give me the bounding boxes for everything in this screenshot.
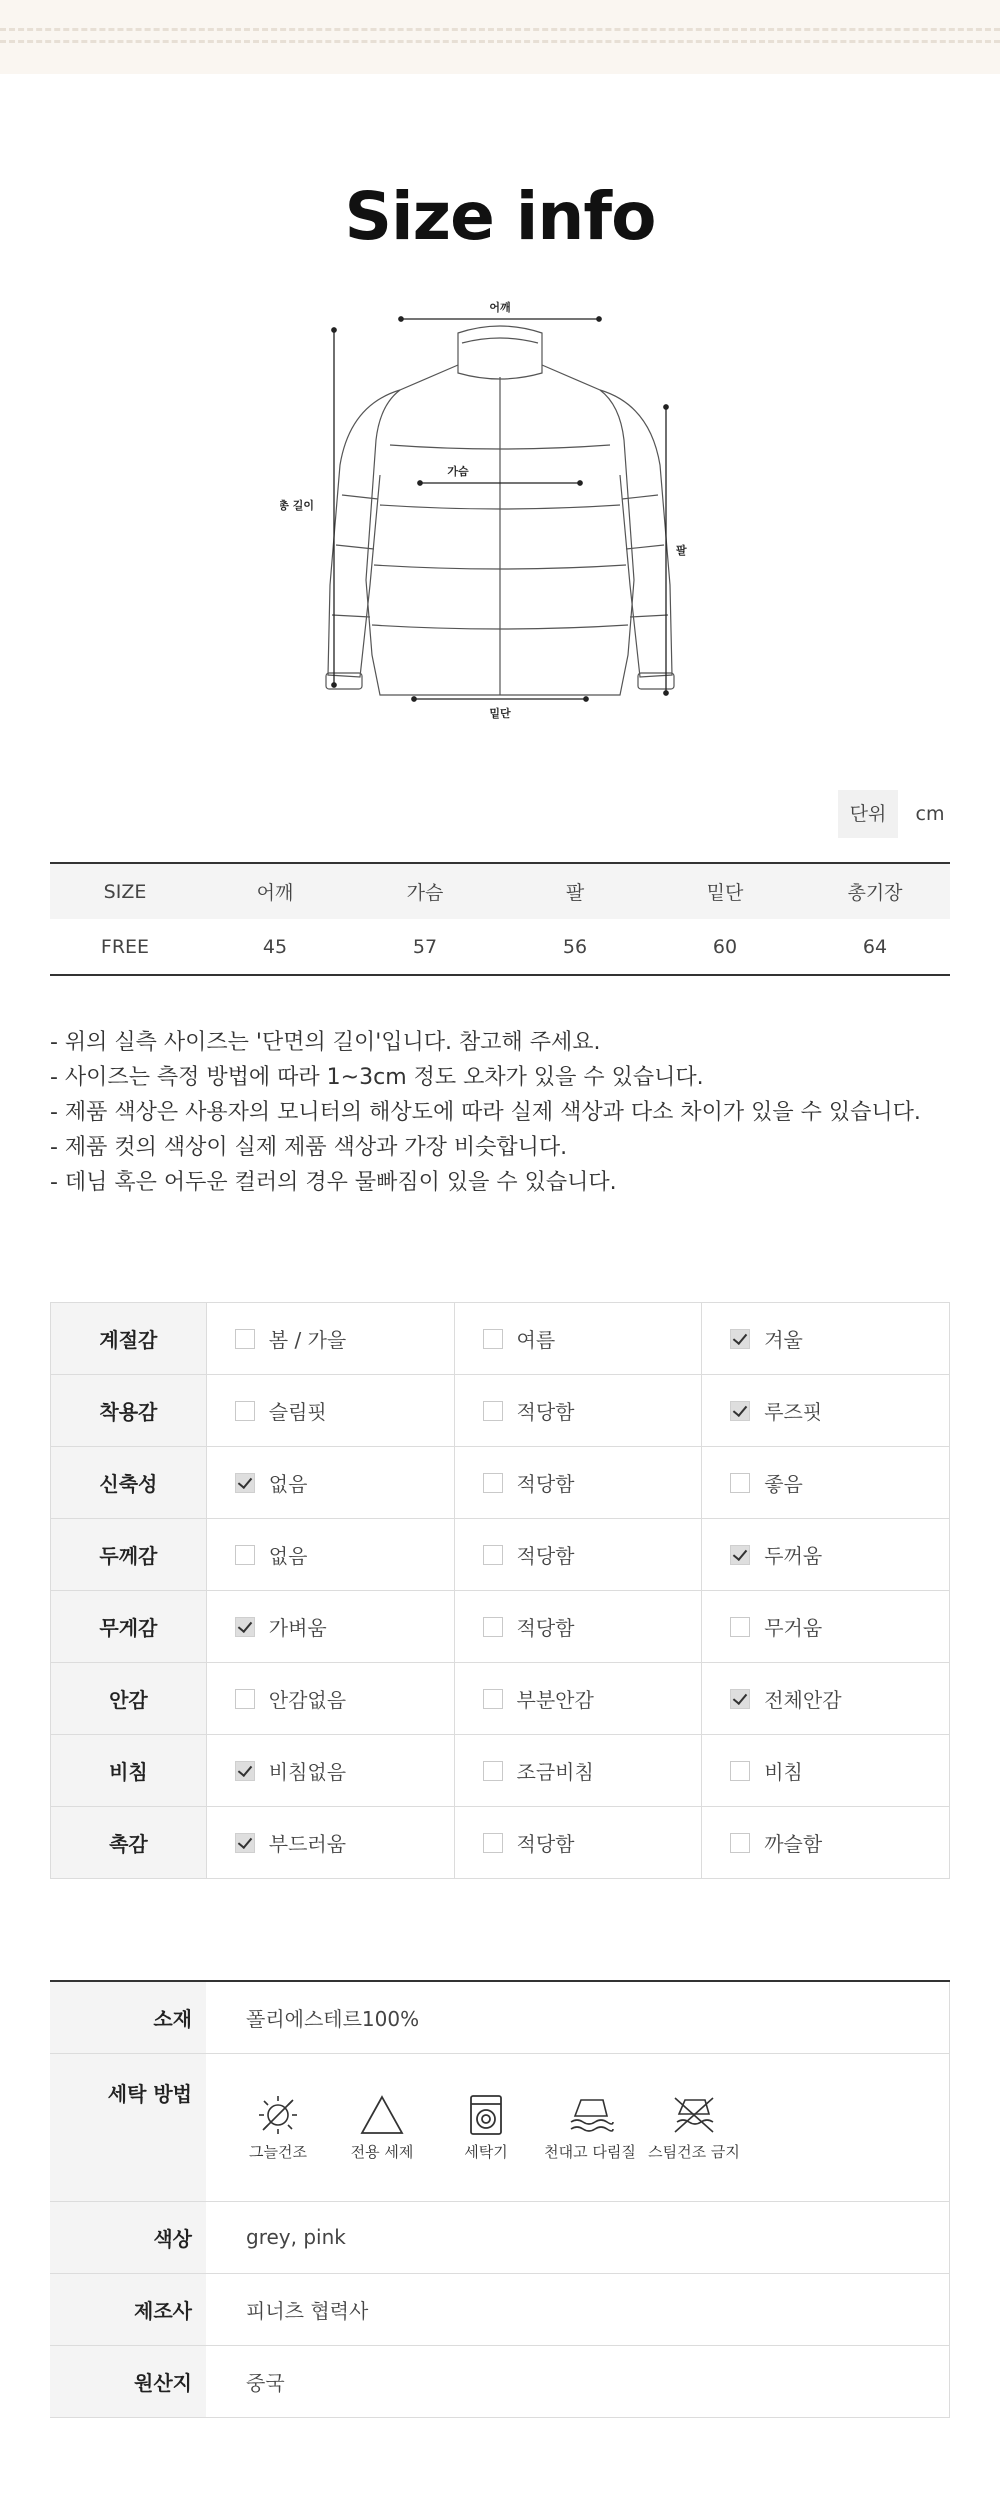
unchecked-checkbox-icon — [730, 1473, 750, 1493]
info-row-wash — [50, 2053, 950, 2201]
fit-option-label: 여름 — [516, 1328, 556, 1352]
jacket-outline-illustration — [280, 295, 720, 735]
fit-option-label: 부드러움 — [268, 1832, 347, 1856]
unchecked-checkbox-icon — [483, 1617, 503, 1637]
fit-option — [454, 1303, 702, 1375]
fit-option-label: 적당함 — [516, 1544, 575, 1568]
fit-option — [206, 1807, 454, 1879]
fit-option — [702, 1663, 950, 1735]
fit-option-label: 좋음 — [764, 1472, 803, 1496]
table-row — [51, 1303, 950, 1375]
material-label: 소재 — [50, 1981, 206, 2053]
label-sleeve: 팔 — [676, 544, 687, 557]
fit-option — [702, 1375, 950, 1447]
maker-label: 제조사 — [50, 2273, 206, 2345]
fit-option-label: 비침 — [764, 1760, 803, 1784]
unchecked-checkbox-icon — [483, 1401, 503, 1421]
unchecked-checkbox-icon — [483, 1689, 503, 1709]
checked-checkbox-icon — [235, 1473, 255, 1493]
fit-row-label: 착용감 — [51, 1375, 207, 1447]
unit-value: cm — [915, 803, 945, 825]
fit-option-label: 두꺼움 — [764, 1544, 823, 1568]
iron-with-cloth-icon — [565, 2092, 615, 2138]
stitch-line-top — [0, 28, 1000, 31]
origin-value: 중국 — [206, 2345, 950, 2417]
fit-option-label: 루즈핏 — [764, 1400, 823, 1424]
unchecked-checkbox-icon — [483, 1761, 503, 1781]
checked-checkbox-icon — [730, 1545, 750, 1565]
fit-row-label: 비침 — [51, 1735, 207, 1807]
fit-option — [206, 1375, 454, 1447]
note-line: - 제품 컷의 색상이 실제 제품 색상과 가장 비슷합니다. — [50, 1135, 568, 1160]
wash-item — [434, 2092, 538, 2162]
material-value: 폴리에스테르100% — [206, 1981, 950, 2053]
table-row — [51, 1663, 950, 1735]
wash-item-label: 전용 세제 — [350, 2143, 414, 2161]
unchecked-checkbox-icon — [730, 1833, 750, 1853]
size-cell: 45 — [200, 919, 350, 975]
checked-checkbox-icon — [235, 1617, 255, 1637]
unchecked-checkbox-icon — [235, 1401, 255, 1421]
fit-option — [454, 1447, 702, 1519]
size-cell: 57 — [350, 919, 500, 975]
table-row — [51, 1375, 950, 1447]
unchecked-checkbox-icon — [730, 1617, 750, 1637]
fit-row-label: 무게감 — [51, 1591, 207, 1663]
fit-option — [206, 1447, 454, 1519]
fit-option-label: 겨울 — [764, 1328, 803, 1352]
table-row — [51, 1519, 950, 1591]
unchecked-checkbox-icon — [483, 1833, 503, 1853]
table-row — [50, 919, 950, 975]
fit-row-label: 두께감 — [51, 1519, 207, 1591]
fit-option-label: 없음 — [268, 1544, 308, 1568]
fit-option — [206, 1303, 454, 1375]
checked-checkbox-icon — [730, 1401, 750, 1421]
fit-option — [702, 1447, 950, 1519]
fit-option — [206, 1591, 454, 1663]
unchecked-checkbox-icon — [235, 1545, 255, 1565]
wash-item-label: 그늘건조 — [249, 2143, 307, 2161]
unchecked-checkbox-icon — [483, 1473, 503, 1493]
wash-item-label: 세탁기 — [464, 2143, 508, 2161]
size-header-cell: 가슴 — [350, 863, 500, 919]
size-header-cell: 총기장 — [800, 863, 950, 919]
fit-option — [454, 1735, 702, 1807]
fit-option-label: 안감없음 — [268, 1688, 347, 1712]
fit-option-label: 전체안감 — [764, 1688, 842, 1712]
size-cell: 56 — [500, 919, 650, 975]
fit-option-label: 적당함 — [516, 1832, 575, 1856]
wash-item — [538, 2092, 642, 2162]
color-value: grey, pink — [206, 2201, 950, 2273]
fit-table — [50, 1302, 950, 1879]
size-header-cell: 어깨 — [200, 863, 350, 919]
collar-fold — [462, 338, 538, 343]
fit-option-label: 가벼움 — [268, 1616, 327, 1640]
size-table — [50, 862, 950, 976]
info-row-origin — [50, 2345, 950, 2417]
fit-row-label: 촉감 — [51, 1807, 207, 1879]
size-cell: 60 — [650, 919, 800, 975]
fit-option-label: 없음 — [268, 1472, 308, 1496]
fit-option — [454, 1591, 702, 1663]
wash-item — [226, 2092, 330, 2162]
right-sleeve — [600, 390, 672, 677]
size-cell: 64 — [800, 919, 950, 975]
size-table-header-row — [50, 863, 950, 919]
maker-value: 피너츠 협력사 — [206, 2273, 950, 2345]
checked-checkbox-icon — [235, 1833, 255, 1853]
fit-option-label: 까슬함 — [764, 1832, 823, 1856]
info-row-material — [50, 1981, 950, 2053]
fit-option-label: 무거움 — [764, 1616, 823, 1640]
wash-item — [642, 2092, 746, 2162]
unchecked-checkbox-icon — [483, 1329, 503, 1349]
fit-option — [206, 1735, 454, 1807]
fit-option-label: 적당함 — [516, 1616, 575, 1640]
fit-option — [454, 1519, 702, 1591]
size-header-cell: 밑단 — [650, 863, 800, 919]
color-label: 색상 — [50, 2201, 206, 2273]
wash-item-label: 스팀건조 금지 — [648, 2143, 740, 2161]
fit-option — [702, 1735, 950, 1807]
fit-option — [702, 1807, 950, 1879]
page-title: Size info — [344, 178, 656, 255]
unit-label: 단위 — [838, 790, 898, 838]
label-chest: 가슴 — [447, 465, 469, 478]
unchecked-checkbox-icon — [235, 1689, 255, 1709]
fit-option-label: 적당함 — [516, 1400, 575, 1424]
note-line: - 데님 혹은 어두운 컬러의 경우 물빠짐이 있을 수 있습니다. — [50, 1170, 617, 1195]
origin-label: 원산지 — [50, 2345, 206, 2417]
product-info-table — [50, 1980, 950, 2418]
unchecked-checkbox-icon — [235, 1329, 255, 1349]
fit-option-label: 비침없음 — [268, 1760, 347, 1784]
size-notes — [50, 1025, 970, 1200]
fit-option-label: 슬림핏 — [268, 1400, 327, 1424]
fit-option — [702, 1591, 950, 1663]
label-shoulder: 어깨 — [489, 301, 511, 314]
wash-item — [330, 2092, 434, 2162]
fit-option-label: 적당함 — [516, 1472, 575, 1496]
fit-row-label: 안감 — [51, 1663, 207, 1735]
neutral-detergent-icon — [357, 2092, 407, 2138]
info-row-color — [50, 2201, 950, 2273]
fit-option — [454, 1375, 702, 1447]
label-hem: 밑단 — [489, 707, 511, 720]
checked-checkbox-icon — [235, 1761, 255, 1781]
left-sleeve — [328, 390, 400, 677]
fit-row-label: 계절감 — [51, 1303, 207, 1375]
stitch-line-bottom — [0, 40, 1000, 43]
fit-row-label: 신축성 — [51, 1447, 207, 1519]
note-line: - 위의 실측 사이즈는 '단면의 길이'입니다. 참고해 주세요. — [50, 1030, 601, 1055]
wash-item-label: 천대고 다림질 — [544, 2143, 636, 2161]
table-row — [51, 1591, 950, 1663]
fit-option — [454, 1807, 702, 1879]
fit-option-label: 조금비침 — [516, 1760, 594, 1784]
note-line: - 사이즈는 측정 방법에 따라 1~3cm 정도 오차가 있을 수 있습니다. — [50, 1065, 704, 1090]
label-total-length: 총 길이 — [280, 499, 314, 512]
size-header-cell: SIZE — [50, 863, 200, 919]
shade-dry-icon — [253, 2092, 303, 2138]
fit-option — [702, 1519, 950, 1591]
fit-option-label: 부분안감 — [516, 1688, 594, 1712]
table-row — [51, 1447, 950, 1519]
info-row-maker — [50, 2273, 950, 2345]
jacket-size-diagram — [280, 295, 720, 735]
top-decorative-band — [0, 0, 1000, 74]
collar-shape — [458, 326, 542, 379]
no-steam-dry-icon — [669, 2092, 719, 2138]
fit-option — [702, 1303, 950, 1375]
table-row — [51, 1735, 950, 1807]
unchecked-checkbox-icon — [483, 1545, 503, 1565]
fit-option — [206, 1519, 454, 1591]
washing-machine-icon — [461, 2092, 511, 2138]
fit-option — [206, 1663, 454, 1735]
checked-checkbox-icon — [730, 1689, 750, 1709]
note-line: - 제품 색상은 사용자의 모니터의 해상도에 따라 실제 색상과 다소 차이가 있을 수 있습니다. — [50, 1100, 921, 1125]
wash-label: 세탁 방법 — [50, 2053, 206, 2201]
size-cell: FREE — [50, 919, 200, 975]
size-header-cell: 팔 — [500, 863, 650, 919]
table-row — [51, 1807, 950, 1879]
unchecked-checkbox-icon — [730, 1761, 750, 1781]
fit-option-label: 봄 / 가을 — [268, 1328, 347, 1352]
fit-option — [454, 1663, 702, 1735]
wash-methods — [206, 2053, 950, 2201]
checked-checkbox-icon — [730, 1329, 750, 1349]
